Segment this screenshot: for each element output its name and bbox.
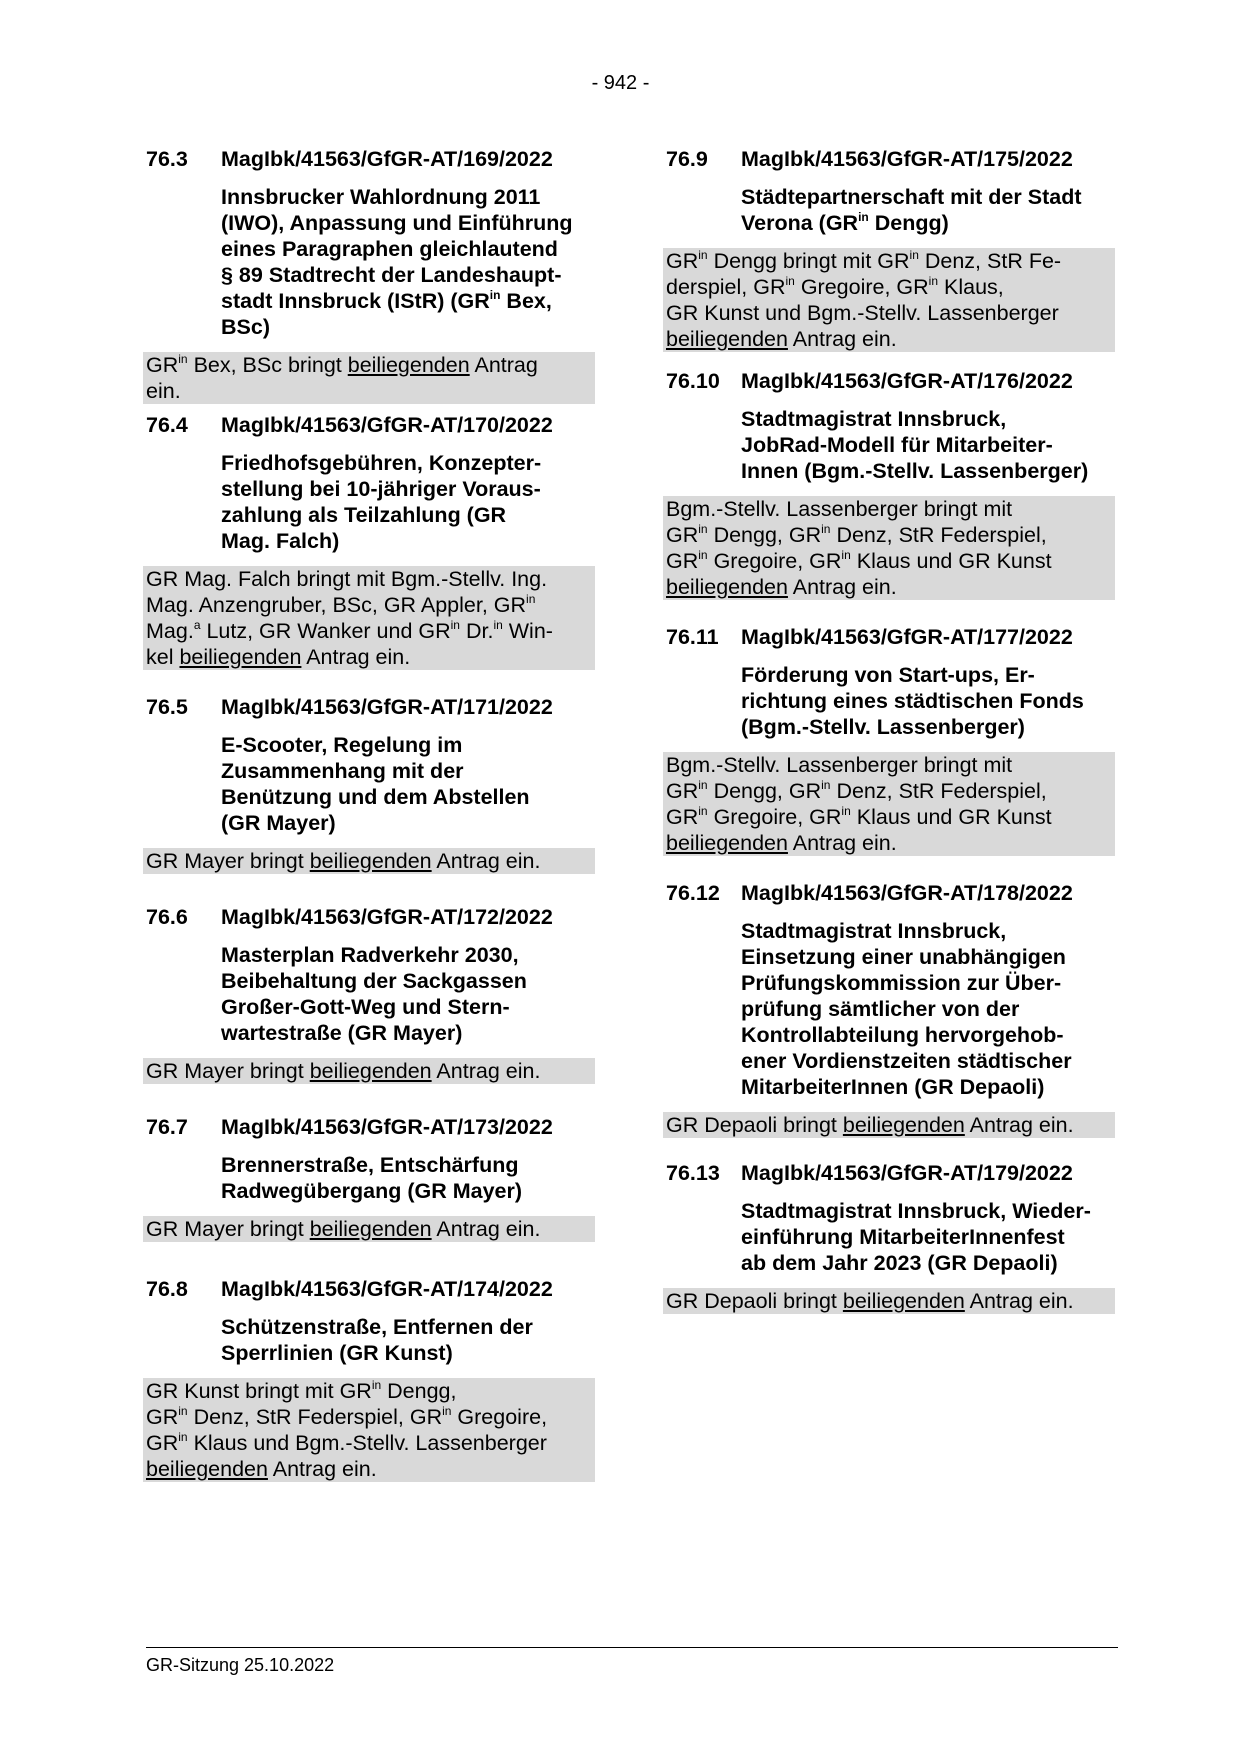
agenda-item-number: 76.8 bbox=[146, 1277, 188, 1301]
agenda-item bbox=[146, 1276, 598, 1482]
agenda-item-number: 76.6 bbox=[146, 905, 188, 929]
agenda-item-heading bbox=[666, 624, 1118, 650]
motion-line: GR Mayer bringt beiliegenden Antrag ein. bbox=[146, 1217, 541, 1241]
agenda-item-number: 76.3 bbox=[146, 147, 188, 171]
agenda-item bbox=[146, 904, 598, 1084]
title-line: stadt Innsbruck (IStR) ($GR^{in}$ Bex, bbox=[221, 288, 552, 313]
motion-line: $GR^{in}$ Dengg, $GR^{in}$ Denz, StR Federspiel, bbox=[666, 522, 1047, 547]
title-line: Masterplan Radverkehr 2030, bbox=[221, 943, 519, 967]
agenda-item-motion-text bbox=[663, 1112, 1115, 1138]
title-line: E-Scooter, Regelung im bbox=[221, 733, 463, 757]
agenda-item-title bbox=[741, 918, 1118, 1100]
title-line: Stadtmagistrat Innsbruck, Wieder- bbox=[741, 1199, 1091, 1223]
title-line: stellung bei 10-jähriger Voraus- bbox=[221, 477, 541, 501]
title-line: Beibehaltung der Sackgassen bbox=[221, 969, 527, 993]
agenda-item-motion-text bbox=[143, 1378, 595, 1482]
agenda-item-heading bbox=[666, 368, 1118, 394]
motion-line: GR Depaoli bringt beiliegenden Antrag ein. bbox=[666, 1289, 1074, 1313]
agenda-item-heading bbox=[666, 880, 1118, 906]
agenda-item-number: 76.12 bbox=[666, 881, 720, 905]
agenda-item-code: MagIbk/41563/GfGR-AT/178/2022 bbox=[741, 881, 1073, 905]
title-line: Friedhofsgebühren, Konzepter- bbox=[221, 451, 542, 475]
agenda-item bbox=[666, 146, 1118, 352]
agenda-item-number: 76.10 bbox=[666, 369, 720, 393]
footer-divider bbox=[146, 1647, 1118, 1648]
agenda-item-code: MagIbk/41563/GfGR-AT/169/2022 bbox=[221, 147, 553, 171]
agenda-item-number: 76.13 bbox=[666, 1161, 720, 1185]
motion-line: $GR^{in}$ Dengg, $GR^{in}$ Denz, StR Federspiel, bbox=[666, 778, 1047, 803]
title-line: Radwegübergang (GR Mayer) bbox=[221, 1179, 523, 1203]
agenda-item-heading bbox=[146, 412, 598, 438]
agenda-item-title bbox=[221, 1152, 598, 1204]
motion-line: $GR^{in}$ Bex, BSc bringt beiliegenden Antrag bbox=[146, 352, 538, 377]
motion-line: derspiel, $GR^{in}$ Gregoire, $GR^{in}$ Klaus, bbox=[666, 274, 1004, 299]
agenda-item-motion-text bbox=[663, 1288, 1115, 1314]
title-line: Schützenstraße, Entfernen der bbox=[221, 1315, 533, 1339]
title-line: einführung MitarbeiterInnenfest bbox=[741, 1225, 1065, 1249]
title-line: eines Paragraphen gleichlautend bbox=[221, 237, 558, 261]
title-line: Förderung von Start-ups, Er- bbox=[741, 663, 1035, 687]
agenda-item-code: MagIbk/41563/GfGR-AT/170/2022 bbox=[221, 413, 553, 437]
agenda-item-title bbox=[221, 1314, 598, 1366]
agenda-item bbox=[146, 146, 598, 404]
agenda-item-title bbox=[741, 662, 1118, 740]
motion-line: GR Kunst bringt mit $GR^{in}$ Dengg, bbox=[146, 1378, 457, 1403]
title-line: Prüfungskommission zur Über- bbox=[741, 971, 1062, 995]
agenda-item-code: MagIbk/41563/GfGR-AT/177/2022 bbox=[741, 625, 1073, 649]
title-line: prüfung sämtlicher von der bbox=[741, 997, 1020, 1021]
motion-line: kel beiliegenden Antrag ein. bbox=[146, 645, 411, 669]
agenda-item-heading bbox=[146, 1114, 598, 1140]
agenda-item-motion-text bbox=[663, 496, 1115, 600]
title-line: wartestraße (GR Mayer) bbox=[221, 1021, 463, 1045]
title-line: Stadtmagistrat Innsbruck, bbox=[741, 919, 1007, 943]
title-line: MitarbeiterInnen (GR Depaoli) bbox=[741, 1075, 1045, 1099]
agenda-item-number: 76.7 bbox=[146, 1115, 188, 1139]
agenda-item-title bbox=[741, 406, 1118, 484]
title-line: BSc) bbox=[221, 315, 270, 339]
title-line: (GR Mayer) bbox=[221, 811, 336, 835]
title-line: Innen (Bgm.-Stellv. Lassenberger) bbox=[741, 459, 1089, 483]
agenda-item-code: MagIbk/41563/GfGR-AT/176/2022 bbox=[741, 369, 1073, 393]
title-line: Sperrlinien (GR Kunst) bbox=[221, 1341, 453, 1365]
title-line: § 89 Stadtrecht der Landeshaupt- bbox=[221, 263, 562, 287]
agenda-item-code: MagIbk/41563/GfGR-AT/173/2022 bbox=[221, 1115, 553, 1139]
agenda-item bbox=[146, 412, 598, 670]
agenda-item bbox=[146, 694, 598, 874]
motion-line: Bgm.-Stellv. Lassenberger bringt mit bbox=[666, 753, 1013, 777]
agenda-item-heading bbox=[146, 1276, 598, 1302]
agenda-item-motion-text bbox=[663, 752, 1115, 856]
title-line: Brennerstraße, Entschärfung bbox=[221, 1153, 519, 1177]
page-number: - 942 - bbox=[591, 72, 650, 94]
title-line: richtung eines städtischen Fonds bbox=[741, 689, 1084, 713]
title-line: (Bgm.-Stellv. Lassenberger) bbox=[741, 715, 1025, 739]
agenda-item-title bbox=[221, 450, 598, 554]
title-line: ener Vordienstzeiten städtischer bbox=[741, 1049, 1072, 1073]
agenda-item-code: MagIbk/41563/GfGR-AT/175/2022 bbox=[741, 147, 1073, 171]
title-line: Mag. Falch) bbox=[221, 529, 340, 553]
agenda-item-number: 76.5 bbox=[146, 695, 188, 719]
motion-line: $GR^{in}$ Klaus und Bgm.-Stellv. Lassenberger bbox=[146, 1430, 547, 1455]
agenda-item-motion-text bbox=[143, 848, 595, 874]
agenda-item-heading bbox=[146, 694, 598, 720]
motion-line: Mag. Anzengruber, BSc, GR Appler, $GR^{in}$ bbox=[146, 592, 536, 617]
agenda-item-title bbox=[221, 732, 598, 836]
agenda-item-code: MagIbk/41563/GfGR-AT/171/2022 bbox=[221, 695, 553, 719]
motion-line: $GR^{in}$ Dengg bringt mit $GR^{in}$ Denz, StR Fe- bbox=[666, 248, 1062, 273]
motion-line: beiliegenden Antrag ein. bbox=[666, 327, 897, 351]
agenda-item-heading bbox=[666, 146, 1118, 172]
agenda-item bbox=[666, 624, 1118, 856]
title-line: Großer-Gott-Weg und Stern- bbox=[221, 995, 510, 1019]
motion-line: $GR^{in}$ Gregoire, $GR^{in}$ Klaus und GR Kunst bbox=[666, 804, 1052, 829]
agenda-item-title bbox=[741, 184, 1118, 236]
footer-session-date: GR-Sitzung 25.10.2022 bbox=[146, 1655, 335, 1675]
agenda-item-heading bbox=[666, 1160, 1118, 1186]
agenda-item-number: 76.11 bbox=[666, 625, 719, 649]
agenda-item-motion-text bbox=[143, 1216, 595, 1242]
agenda-item-code: MagIbk/41563/GfGR-AT/174/2022 bbox=[221, 1277, 553, 1301]
motion-line: GR Mayer bringt beiliegenden Antrag ein. bbox=[146, 1059, 541, 1083]
motion-line: GR Kunst und Bgm.-Stellv. Lassenberger bbox=[666, 301, 1059, 325]
motion-line: beiliegenden Antrag ein. bbox=[666, 575, 897, 599]
agenda-item-number: 76.9 bbox=[666, 147, 708, 171]
agenda-item-number: 76.4 bbox=[146, 413, 188, 437]
motion-line: beiliegenden Antrag ein. bbox=[666, 831, 897, 855]
title-line: Innsbrucker Wahlordnung 2011 bbox=[221, 185, 541, 209]
title-line: Verona ($GR^{in}$ Dengg) bbox=[741, 210, 949, 235]
agenda-item-code: MagIbk/41563/GfGR-AT/179/2022 bbox=[741, 1161, 1073, 1185]
agenda-item-heading bbox=[146, 146, 598, 172]
title-line: Städtepartnerschaft mit der Stadt bbox=[741, 185, 1082, 209]
title-line: zahlung als Teilzahlung (GR bbox=[221, 503, 507, 527]
agenda-item-title bbox=[221, 184, 598, 340]
agenda-item-heading bbox=[146, 904, 598, 930]
agenda-item-motion-text bbox=[143, 352, 595, 404]
title-line: ab dem Jahr 2023 (GR Depaoli) bbox=[741, 1251, 1058, 1275]
motion-line: $GR^{in}$ Denz, StR Federspiel, $GR^{in}$ Gregoire, bbox=[146, 1404, 548, 1429]
title-line: Benützung und dem Abstellen bbox=[221, 785, 530, 809]
title-line: Einsetzung einer unabhängigen bbox=[741, 945, 1066, 969]
title-line: Stadtmagistrat Innsbruck, bbox=[741, 407, 1007, 431]
motion-line: GR Mayer bringt beiliegenden Antrag ein. bbox=[146, 849, 541, 873]
agenda-item-motion-text bbox=[143, 1058, 595, 1084]
agenda-item-code: MagIbk/41563/GfGR-AT/172/2022 bbox=[221, 905, 553, 929]
title-line: Kontrollabteilung hervorgehob- bbox=[741, 1023, 1064, 1047]
title-line: JobRad-Modell für Mitarbeiter- bbox=[741, 433, 1053, 457]
agenda-item bbox=[666, 368, 1118, 600]
motion-line: GR Mag. Falch bringt mit Bgm.-Stellv. Ing. bbox=[146, 567, 548, 591]
motion-line: GR Depaoli bringt beiliegenden Antrag ein. bbox=[666, 1113, 1074, 1137]
agenda-item bbox=[666, 1160, 1118, 1314]
agenda-item-motion-text bbox=[143, 566, 595, 670]
agenda-item-title bbox=[221, 942, 598, 1046]
motion-line: Bgm.-Stellv. Lassenberger bringt mit bbox=[666, 497, 1013, 521]
agenda-item bbox=[146, 1114, 598, 1242]
motion-line: $GR^{in}$ Gregoire, $GR^{in}$ Klaus und GR Kunst bbox=[666, 548, 1052, 573]
agenda-item bbox=[666, 880, 1118, 1138]
motion-line: ein. bbox=[146, 379, 181, 403]
title-line: Zusammenhang mit der bbox=[221, 759, 464, 783]
agenda-item-title bbox=[741, 1198, 1118, 1276]
motion-line: Mag.$^a$ Lutz, GR Wanker und $GR^{in}$ Dr.$^{in}$ Win- bbox=[146, 618, 553, 643]
motion-line: beiliegenden Antrag ein. bbox=[146, 1457, 377, 1481]
title-line: (IWO), Anpassung und Einführung bbox=[221, 211, 573, 235]
agenda-item-motion-text bbox=[663, 248, 1115, 352]
